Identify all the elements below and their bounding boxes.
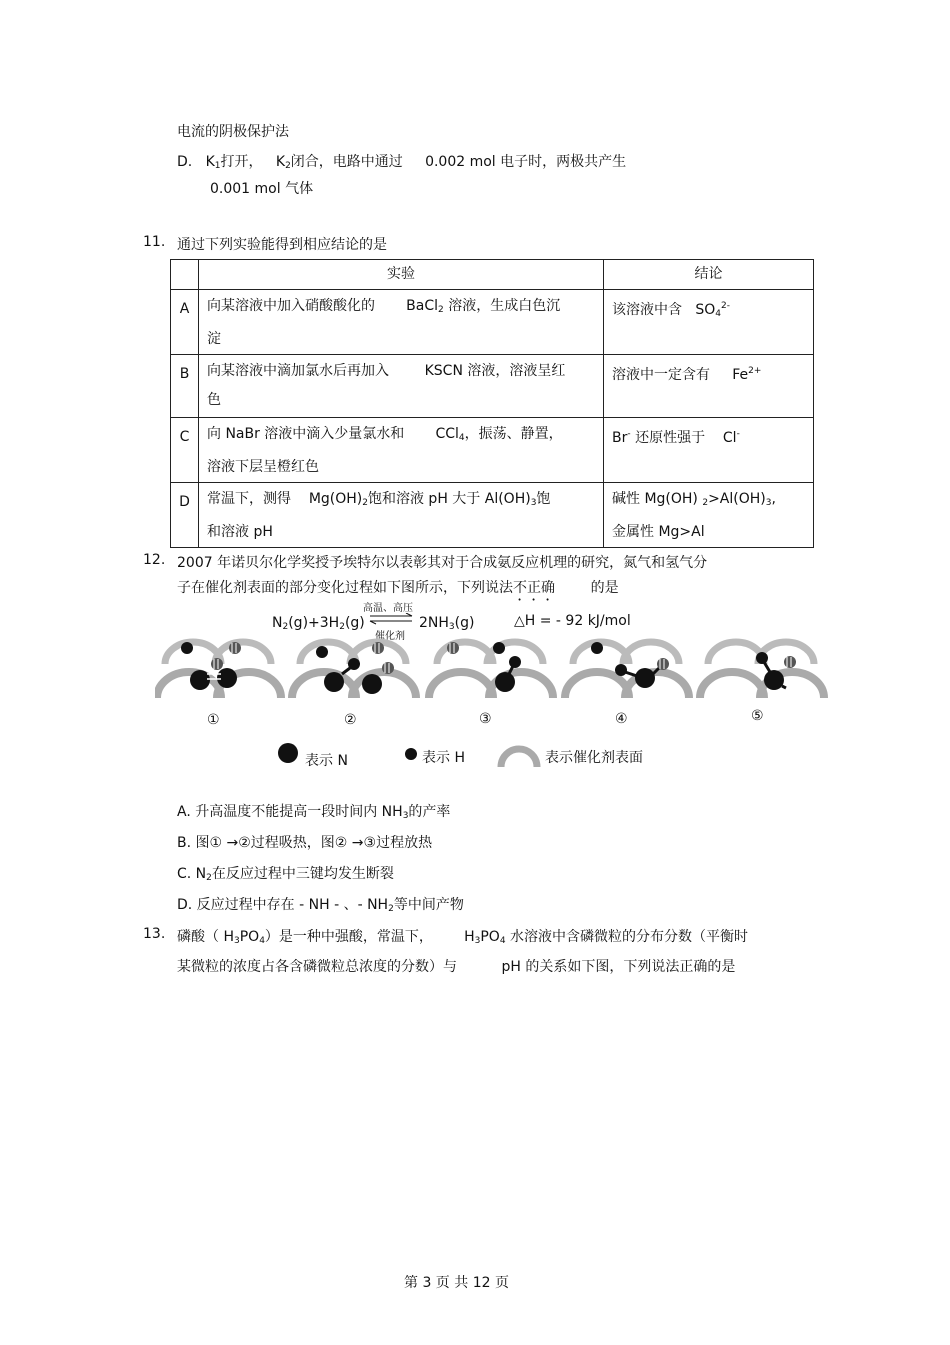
option-text: D. 反应过程中存在 - NH - 、- NH: [177, 897, 389, 913]
stem-text: 水溶液中含磷微粒的分布分数（平衡时: [505, 929, 748, 945]
row-label: C: [171, 418, 199, 483]
k2-label: K: [275, 154, 286, 170]
cell-text: 向某溶液中加入硝酸酸化的: [207, 298, 375, 314]
experiment-cell: [199, 355, 604, 418]
catalyst-surface-icon: [497, 743, 541, 767]
q12-number: 12.: [143, 552, 166, 568]
cell-text: 碱性 Mg(OH): [612, 491, 698, 507]
option-text: 0.002 mol 电子时，两极共产生: [425, 154, 627, 170]
option-prefix: D.: [177, 154, 193, 170]
cell-text: KSCN: [424, 363, 463, 379]
page-footer: 第 3 页 共 12 页: [404, 1275, 509, 1291]
cell-text: Cl: [722, 430, 737, 446]
cell-text: Fe: [732, 367, 749, 383]
q13-stem-line1: 磷酸（ $H_3PO_4$）是一种中强酸，常温下， $H_3PO_4$ 水溶液中含磷微粒的分布分数（平衡时: [177, 929, 748, 946]
legend-nitrogen-label: 表示 N: [305, 753, 348, 769]
stem-text: PO: [480, 929, 500, 945]
step-label: ①: [207, 712, 220, 728]
cell-text: Mg(OH): [308, 491, 363, 507]
cell-text: 溶液，溶液呈红: [462, 363, 566, 379]
enthalpy-change: △H = - 92 kJ/mol: [514, 613, 631, 629]
step-panel: [700, 642, 824, 698]
cell-text: 淀: [207, 331, 221, 347]
cell-text: SO: [695, 302, 716, 318]
cell-text: 常温下，测得: [207, 491, 291, 507]
q10-text-line: 电流的阴极保护法: [177, 124, 289, 140]
experiment-cell: 常温下，测得 $Mg(OH)_2$饱和溶液 pH 大于 $Al(OH)_3$饱 和溶液 pH: [199, 483, 604, 548]
q12-stem-line1: 2007 年诺贝尔化学奖授予埃特尔以表彰其对于合成氨反应机理的研究，氮气和氢气分: [177, 555, 708, 571]
table-row: [171, 290, 814, 355]
cell-text: 向某溶液中滴加氯水后再加入: [207, 363, 389, 379]
option-text: A. 升高温度不能提高一段时间内 NH: [177, 804, 403, 820]
step-panel: [429, 642, 553, 698]
legend-hydrogen-label: 表示 H: [422, 750, 465, 766]
cell-text: 和溶液 pH: [207, 524, 273, 540]
eq-text: N: [272, 615, 283, 631]
reaction-condition-top: 高温、高压: [363, 603, 413, 614]
cell-text: 该溶液中含: [612, 302, 682, 318]
k2-sub: 2: [285, 161, 291, 171]
stem-text: 的是: [590, 580, 619, 596]
superscript: -: [736, 429, 740, 439]
subscript: 4: [715, 309, 721, 319]
catalyst-mechanism-figure: [155, 636, 835, 711]
experiment-cell: [199, 290, 604, 355]
q12-option-a: A. 升高温度不能提高一段时间内 $NH_3$的产率: [177, 804, 451, 821]
stem-text: ）是一种中强酸，常温下，: [264, 929, 433, 945]
step-panel: [565, 642, 689, 698]
subscript: 2: [438, 305, 444, 315]
q13-stem-line2: [177, 956, 735, 976]
q12-option-b: B. 图① →②过程吸热，图② →③过程放热: [177, 835, 433, 851]
q12-option-c: C. $N_2$在反应过程中三键均发生断裂: [177, 866, 394, 883]
subscript: 4: [458, 433, 465, 443]
subscript: 2: [362, 498, 368, 508]
option-text: 在反应过程中三键均发生断裂: [211, 866, 394, 882]
table-row: [171, 418, 814, 483]
table-header-row: [171, 260, 814, 290]
superscript: 2-: [721, 301, 730, 311]
table-header-cell: 实验: [199, 260, 604, 290]
eq-text: 2NH: [419, 615, 449, 631]
conclusion-cell: [604, 290, 814, 355]
q11-number: 11.: [143, 234, 166, 250]
step-panel: [292, 642, 416, 698]
equilibrium-arrow-icon: [368, 613, 414, 625]
cell-text: CCl: [435, 426, 459, 442]
stem-text: H: [464, 929, 475, 945]
cell-text: BaCl: [406, 298, 439, 314]
stem-text: 某微粒的浓度占各含磷微粒总浓度的分数）与: [177, 959, 457, 975]
table-row: [171, 355, 814, 418]
stem-text: 磷酸（ H: [177, 929, 234, 945]
cell-text: 溶液中一定含有: [612, 367, 710, 383]
q12-option-d: D. 反应过程中存在 - NH - 、- $NH_2$等中间产物: [177, 897, 464, 914]
legend-catalyst-label: 表示催化剂表面: [545, 750, 643, 766]
q10-option-d: [177, 151, 626, 171]
option-text: 的产率: [408, 804, 451, 820]
table-row: [171, 483, 814, 548]
option-text: 打开，: [220, 154, 263, 170]
cell-text: 向 NaBr 溶液中滴入少量氯水和: [207, 426, 405, 442]
step-label: ④: [615, 711, 628, 727]
stem-text: pH 的关系如下图，下列说法正确的是: [501, 959, 736, 975]
step-label: ⑤: [751, 708, 764, 724]
row-label: B: [171, 355, 199, 418]
cell-text: ，振荡、静置，: [464, 426, 563, 442]
conclusion-cell: 碱性 Mg(OH) $_2>Al(OH)_3$, 金属性 Mg>Al: [604, 483, 814, 548]
subscript: 2: [702, 498, 709, 508]
table-header-cell: 结论: [604, 260, 814, 290]
reaction-equation-left: $N_2(g)+3H_2(g)$: [272, 615, 365, 632]
conclusion-cell: [604, 418, 814, 483]
experiment-cell: [199, 418, 604, 483]
q13-number: 13.: [143, 926, 166, 942]
reaction-equation-right: $2NH_3(g)$: [419, 615, 475, 632]
k1-label: K: [205, 154, 215, 170]
hydrogen-atom-icon: [404, 747, 418, 761]
q10-option-d-line2: 0.001 mol 气体: [210, 181, 314, 197]
stem-text: 子在催化剂表面的部分变化过程如下图所示，下列说法: [177, 580, 513, 596]
nitrogen-atom-icon: [277, 742, 299, 764]
cell-text: 金属性 Mg>Al: [612, 524, 705, 540]
q11-stem: 通过下列实验能得到相应结论的是: [177, 237, 387, 253]
cell-text: 溶液，生成白色沉: [443, 298, 561, 314]
option-text: 闭合，电路中通过: [290, 154, 403, 170]
conclusion-cell: [604, 355, 814, 418]
cell-text: 还原性强于: [635, 430, 706, 446]
stem-text: PO: [239, 929, 260, 945]
k1-sub: 1: [214, 161, 221, 171]
reaction-condition-bottom: 催化剂: [375, 631, 405, 642]
cell-text: >Al(OH): [708, 491, 766, 507]
experiment-table: [170, 259, 814, 548]
row-label: D: [171, 483, 199, 548]
row-label: A: [171, 290, 199, 355]
step-label: ③: [479, 711, 492, 727]
superscript: -: [627, 429, 631, 439]
superscript: 2+: [748, 366, 762, 376]
table-header-cell: [171, 260, 199, 290]
option-text: 等中间产物: [393, 897, 464, 913]
cell-text: 溶液下层呈橙红色: [207, 459, 319, 475]
emphasized-text: 不正确: [513, 580, 555, 596]
step-label: ②: [344, 712, 357, 728]
cell-text: 饱和溶液 pH 大于 Al(OH): [367, 491, 531, 507]
step-panel: [157, 642, 281, 698]
cell-text: Br: [612, 430, 628, 446]
option-text: C. N: [177, 866, 207, 882]
cell-text: 色: [207, 392, 221, 408]
